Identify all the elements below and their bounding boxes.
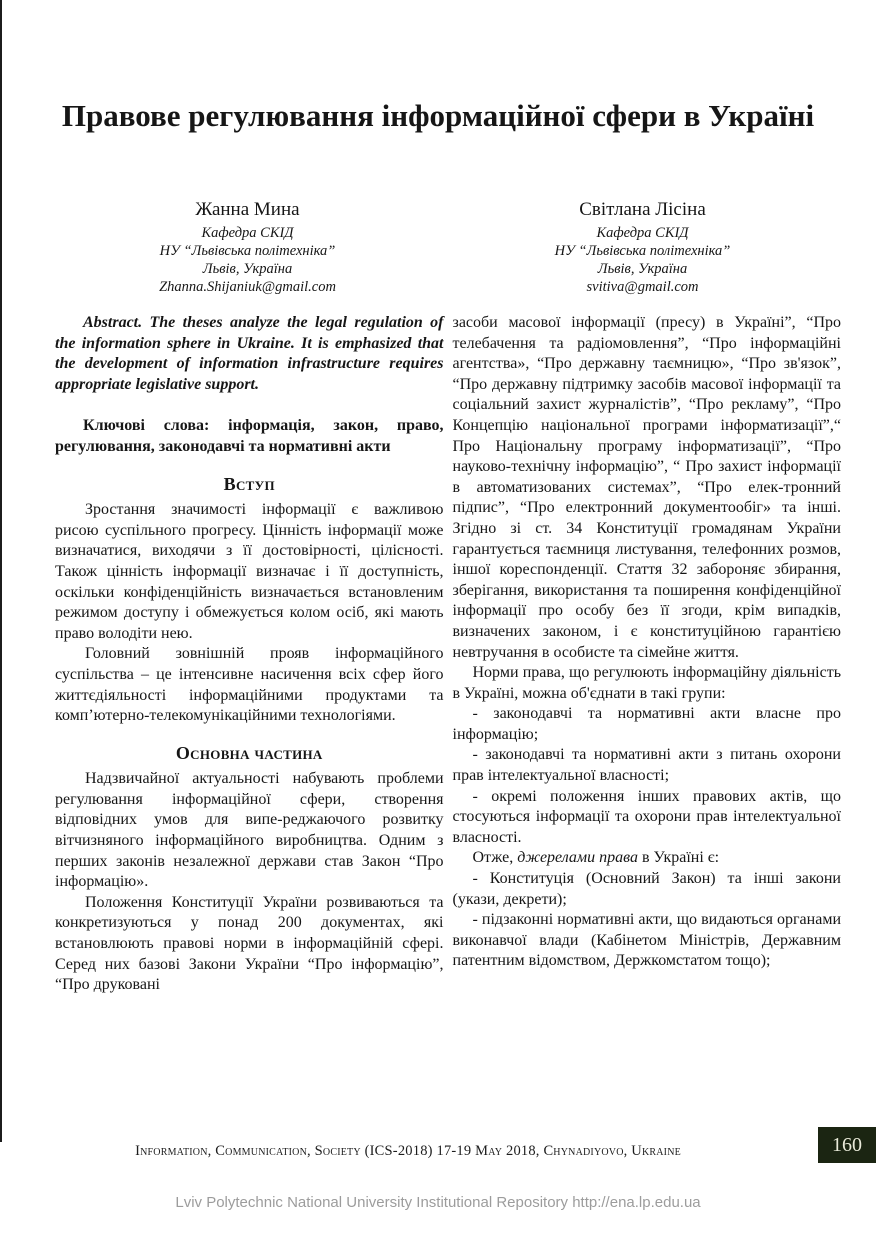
sources-prefix: Отже, (472, 849, 518, 867)
section-heading-main: Основна частина (175, 742, 323, 763)
source-item-2: - підзаконні нормативні акти, що видаються органами виконавчої влади (Кабінетом Міністрів, Державним патентним відомством, Держкомстатом тощо); (452, 911, 841, 970)
author-department: Кафедра СКІД (596, 225, 689, 241)
left-edge-scan-line (0, 0, 2, 1142)
main-paragraph-1: Надзвичайної актуальності набувають проблеми регулювання інформаційної сфери, створення відповідних умов для випе-реджаючого розвитку вітчизняного інформаційного виробництва. Одним з перших законів незалежної держави став Закон “Про інформацію». (55, 770, 444, 891)
keywords-paragraph: Ключові слова: інформація, закон, право, регулювання, законодавчі та нормативні акти (55, 417, 444, 455)
page-number-badge: 160 (818, 1127, 876, 1163)
author-block-2 (445, 198, 840, 296)
groups-paragraph: Норми права, що регулюють інформаційну діяльність в Україні, можна об'єднати в такі групи: (452, 664, 841, 702)
author-name: Світлана Лісіна (579, 199, 706, 220)
author-email: svitiva@gmail.com (586, 279, 699, 295)
author-department: Кафедра СКІД (201, 225, 294, 241)
author-city: Львів, Україна (202, 261, 293, 277)
author-city: Львів, Україна (597, 261, 688, 277)
right-column (453, 313, 842, 996)
source-item-1: - Конституція (Основний Закон) та інші закони (укази, декрети); (452, 870, 841, 908)
sources-suffix: в Україні є: (637, 849, 720, 867)
group-item-3: - окремі положення інших правових актів, що стосуються інформації та охорони прав інтелектуальної власності. (452, 787, 841, 846)
group-item-1: - законодавчі та нормативні акти власне про інформацію; (452, 705, 841, 743)
intro-paragraph-2: Головний зовнішній прояв інформаційного суспільства – це інтенсивне насичення всіх сфер його життєдіяльності інформаційними продуктами та комп’ютерно-телекомунікаційними технологіями. (55, 645, 444, 725)
repository-footer: Lviv Polytechnic National University Institutional Repository http://ena.lp.edu.ua (175, 1194, 701, 1211)
body-columns (55, 313, 841, 996)
conference-footer: Information, Communication, Society (ICS-2018) 17-19 May 2018, Chynadiyovo, Ukraine (135, 1143, 681, 1159)
section-heading-intro: Вступ (223, 473, 275, 494)
intro-paragraph-1: Зростання значимості інформації є важливою рисою суспільного прогресу. Цінність інформації може визначатися, виходячи з її достовірності, цілісності. Також цінність інформації визначає і її доступність, оскільки конфіденційність визначається встановленим режимом доступу і обмежується колом осіб, які мають право володіти нею. (55, 501, 444, 642)
sources-italic-term: джерелами права (517, 849, 638, 867)
abstract-paragraph: Abstract. The theses analyze the legal regulation of the information sphere in Ukraine. It is emphasized that the development of information infrastructure requires appropriate legislative support. (55, 314, 444, 393)
author-block-1 (50, 198, 445, 296)
author-university: НУ “Львівська політехніка” (554, 243, 731, 259)
author-university: НУ “Львівська політехніка” (159, 243, 336, 259)
left-column (55, 313, 444, 996)
page-title: Правове регулювання інформаційної сфери в Україні (61, 97, 815, 133)
main-paragraph-2: Положення Конституції України розвиваються та конкретизуються у понад 200 документах, які встановлюють правові норми в інформаційній сфері. Серед них базові Закони України “Про інформацію”, “Про друковані (55, 893, 444, 994)
authors-row (50, 198, 840, 296)
sources-sentence (453, 848, 842, 869)
continuation-paragraph: засоби масової інформації (пресу) в Україні”, “Про телебачення та радіомовлення”, “Про інформаційні агентства», “Про державну таємницю», “Про зв'язок”, “Про державну підтримку засобів масової інформації та соціальний захист журналістів”, “Про рекламу”, “Про Концепцію національної програми інформатизації”,“ Про Національну програму інформатизації”, “Про науково-технічну інформацію”, “ Про захист інформації в автоматизованих системах”, “Про елек-тронний підпис”, “Про електронний документообіг» та інші. Згідно зі ст. 34 Конституції громадянам України гарантується таємниця листування, телефонних розмов, іншої кореспонденції. Стаття 32 забороняє збирання, зберігання, використання та поширення конфіденційної інформації про особу без її згоди, крім випадків, визначених законом, і є конституційною гарантією невтручання в особисте та сімейне життя. (452, 314, 841, 661)
author-email: Zhanna.Shijaniuk@gmail.com (159, 279, 336, 295)
author-name: Жанна Мина (195, 199, 300, 220)
group-item-2: - законодавчі та нормативні акти з питань охорони прав інтелектуальної власності; (452, 746, 841, 785)
